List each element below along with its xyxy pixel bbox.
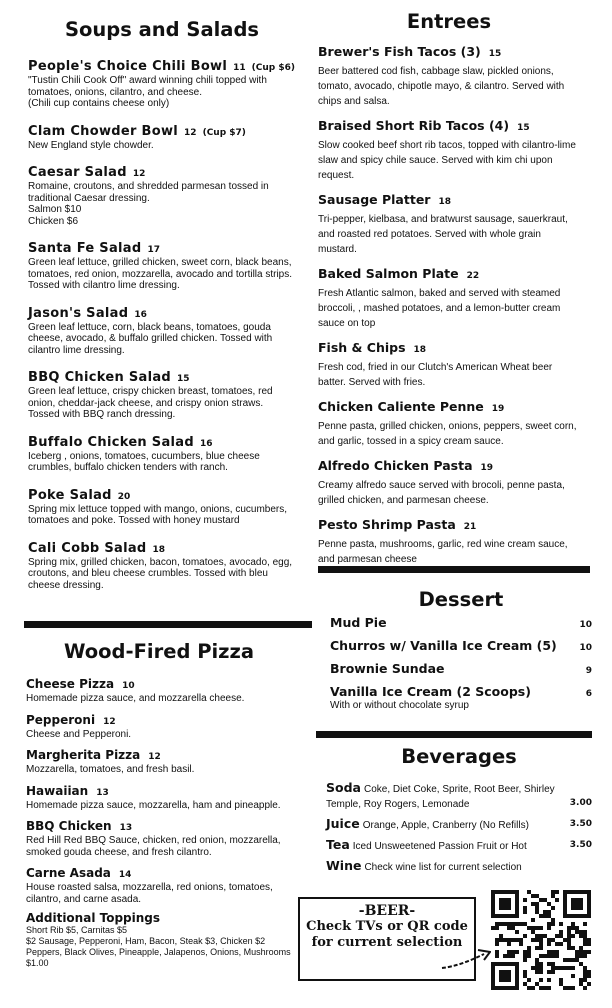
item-description: Coke, Diet Coke, Sprite, Root Beer, Shirley Temple, Roy Rogers, Lemonade [326,784,555,810]
beer-body: Check TVs or QR code for current selection [306,919,468,950]
item-header [318,457,580,475]
item-name: Alfredo Chicken Pasta [318,458,473,473]
beverages-title: Beverages [401,745,517,768]
item-header [28,163,296,181]
item-name: Pesto Shrimp Pasta [318,517,456,532]
entrees-section [318,10,580,575]
item-price: 18 [438,197,451,207]
item-description: Iced Unsweetened Passion Fruit or Hot [352,841,527,852]
menu-item [28,239,296,292]
item-name: Brewer's Fish Tacos (3) [318,44,481,59]
item-price: 6 [585,689,592,699]
item-name: Baked Salmon Plate [318,266,459,281]
item-name: Fish & Chips [318,340,406,355]
item-description: House roasted salsa, mozzarella, red onions, tomatoes, cilantro, and carne asada. [26,882,273,905]
item-price: 18 [413,345,427,355]
menu-item [318,191,580,257]
menu-item [28,368,296,421]
item-description: Fresh Atlantic salmon, baked and served with steamed broccoli, , mashed potatoes, and a lemon-butter cream sauce on top [318,288,561,329]
item-description: New England style chowder. [28,139,154,151]
item-price: 12 [132,169,146,179]
menu-item [26,746,292,776]
item-price: 14 [118,870,132,880]
divider-pizza [24,621,312,628]
item-description: Creamy alfredo sauce served with brocoli, penne pasta, grilled chicken, and parmesan cheese. [318,480,565,506]
menu-item [26,675,292,705]
item-name: Margherita Pizza [26,748,141,762]
item-price: 13 [119,823,133,833]
toppings-line: $2 Sausage, Pepperoni, Ham, Bacon, Steak $3, Chicken $2 Peppers, Black Olives, Pineapple, Jalapenos, Onions, Mushrooms $1.00 [26,936,291,968]
pizza-section [26,640,292,969]
item-price: 19 [480,463,494,473]
beer-title: -BEER- [358,903,416,919]
menu-item [26,782,292,812]
item-description: Spring mix, grilled chicken, bacon, tomatoes, avocado, egg, croutons, and bleu cheese crumbles. Tossed with bleu cheese dressing. [28,556,293,591]
item-name: BBQ Chicken Salad [28,370,172,385]
menu-item [26,711,292,741]
item-price: 11 [233,63,246,73]
menu-item [318,43,580,109]
item-price: 15 [517,123,530,133]
item-name: Juice [326,816,360,831]
item-name: Poke Salad [28,487,112,503]
item-description: Check wine list for current selection [364,862,522,873]
item-description: Fresh cod, fried in our Clutch's American Wheat beer batter. Served with fries. [318,362,553,388]
beverages-section [326,745,592,879]
item-name: Mud Pie [330,615,387,630]
item-description: Green leaf lettuce, grilled chicken, sweet corn, black beans, tomatoes, red onion, mozzarella, avocado and tortilla strips. Tossed with cilantro lime dressing. [28,257,293,291]
item-header [28,486,296,504]
item-description: Spring mix lettuce topped with mango, onions, cucumbers, tomatoes and poke. Tossed with honey mustard [28,503,288,526]
item-price: 20 [117,491,131,502]
menu-item [318,398,580,449]
qr-code-icon[interactable] [491,890,591,990]
item-price: 22 [466,271,480,281]
item-description: Red Hill Red BBQ Sauce, chicken, red onion, mozzarella, smoked gouda cheese, and fresh cilantro. [26,835,281,858]
menu-item [28,57,296,110]
menu-item [318,339,580,390]
item-price: 18 [152,544,166,555]
divider-dessert [318,566,590,573]
item-description: Penne pasta, grilled chicken, onions, peppers, sweet corn, and garlic, tossed in a spicy cream sauce. [318,421,577,447]
item-extra: Salmon $10 [28,204,82,215]
beverage-item [326,780,592,812]
item-price: 3.50 [569,840,592,850]
item-price: 3.50 [569,819,592,829]
beverage-item [326,837,592,854]
item-price: 10 [579,620,592,630]
item-header [28,433,296,451]
item-description: Slow cooked beef short rib tacos, topped with cilantro-lime slaw and spicy chile sauce. Served with kim chi upon request. [318,140,576,181]
item-name: Santa Fe Salad [28,241,142,256]
item-header [318,265,580,283]
additional-toppings [26,911,292,969]
item-header [318,516,580,534]
item-extra: (Chili cup contains cheese only) [28,98,170,109]
item-description: Homemade pizza sauce, and mozzarella cheese. [26,693,245,704]
item-header [28,122,296,140]
item-name: Brownie Sundae [330,661,445,676]
item-price: 10 [579,643,592,653]
menu-item [318,117,580,183]
item-header [26,711,292,729]
item-cup-price: (Cup $6) [251,63,295,73]
menu-item [28,163,296,227]
item-name: Churros w/ Vanilla Ice Cream (5) [330,638,557,653]
dessert-section [330,588,592,711]
beverage-item [326,816,592,833]
item-name: Sausage Platter [318,192,431,207]
item-cup-price: (Cup $7) [202,127,246,138]
item-name: Cheese Pizza [26,677,115,691]
item-header [318,117,580,135]
item-name: Jason's Salad [28,305,129,321]
item-name: Tea [326,837,350,852]
menu-item [28,304,296,357]
item-header [28,304,296,322]
item-description: "Tustin Chili Cook Off" award winning chili topped with tomatoes, onions, cilantro, and cheese. [28,75,267,98]
menu-item [318,457,580,508]
item-header [28,57,296,75]
item-description: Green leaf lettuce, crispy chicken breast, tomatoes, red onion, cheddar-jack cheese, and crispy onion straws. Tossed with BBQ ranch dressing. [28,386,273,420]
item-extra: Chicken $6 [28,215,79,227]
item-description: Tri-pepper, kielbasa, and bratwurst sausage, sauerkraut, and roasted red potatoes. Served with whole grain mustard. [318,214,568,255]
item-description: Romaine, croutons, and shredded parmesan tossed in traditional Caesar dressing. [28,181,269,204]
soups-salads-title: Soups and Salads [64,18,260,41]
item-name: People's Choice Chili Bowl [28,59,228,74]
menu-item [28,433,296,474]
item-name: Cali Cobb Salad [28,540,147,556]
dessert-item [330,661,592,676]
toppings-title: Additional Toppings [26,911,161,925]
item-price: 19 [491,404,505,414]
menu-item [28,539,296,592]
menu-item [26,817,292,858]
dessert-item [330,638,592,653]
item-price: 13 [96,787,109,798]
entrees-title: Entrees [406,10,492,33]
menu-item [318,516,580,567]
dessert-note: With or without chocolate syrup [330,700,469,711]
toppings-line: Short Rib $5, Carnitas $5 [26,925,128,935]
item-description: Beer battered cod fish, cabbage slaw, pickled onions, tomato, avocado, chipotle mayo, & cilantro. Served with chips and salsa. [318,66,565,107]
item-header [318,398,580,416]
menu-item [26,864,292,905]
item-price: 21 [463,522,477,532]
item-name: Chicken Caliente Penne [318,399,484,414]
item-header [26,746,292,764]
item-price: 10 [122,681,135,691]
item-header [318,339,580,357]
item-name: Carne Asada [26,866,111,880]
item-description: Green leaf lettuce, corn, black beans, tomatoes, gouda cheese, avocado, & buffalo grilled chicken. Tossed with cilantro lime dressing. [28,321,273,356]
item-header [28,239,296,257]
item-header [28,368,296,386]
item-price: 15 [177,374,190,384]
item-description: Iceberg , onions, tomatoes, cucumbers, blue cheese crumbles, buffalo chicken tenders with ranch. [28,450,260,473]
item-name: Clam Chowder Bowl [28,123,179,139]
item-name: Buffalo Chicken Salad [28,434,194,450]
item-description: Cheese and Pepperoni. [26,728,132,740]
item-header [26,675,292,693]
item-price: 3.00 [569,798,592,808]
beverage-item [326,858,592,875]
item-price: 17 [147,245,160,255]
item-price: 16 [199,438,213,449]
item-name: Hawaiian [26,783,89,798]
item-name: BBQ Chicken [26,819,112,833]
dessert-item [330,615,592,630]
item-description: Mozzarella, tomatoes, and fresh basil. [26,764,195,775]
divider-beverages [316,731,592,738]
arrow-icon [440,944,496,970]
item-price: 12 [103,716,116,727]
item-price: 16 [134,309,147,320]
item-price: 12 [184,127,197,138]
item-header [26,817,292,835]
pizza-title: Wood-Fired Pizza [63,640,255,663]
item-header [26,782,292,800]
item-name: Braised Short Rib Tacos (4) [318,118,510,133]
menu-item [318,265,580,331]
item-header [26,864,292,882]
item-price: 15 [488,49,502,59]
item-price: 9 [585,666,592,676]
item-name: Pepperoni [26,712,96,727]
item-description: Homemade pizza sauce, mozzarella, ham and pineapple. [26,799,281,811]
item-description: Penne pasta, mushrooms, garlic, red wine cream sauce, and parmesan cheese [318,539,568,565]
item-name: Soda [326,780,361,795]
item-name: Caesar Salad [28,165,127,180]
item-header [318,191,580,209]
item-description: Orange, Apple, Cranberry (No Refills) [362,820,529,831]
item-name: Wine [326,858,362,873]
item-header [28,539,296,557]
soups-salads-section [28,18,296,603]
dessert-item [330,684,592,699]
item-name: Vanilla Ice Cream (2 Scoops) [330,684,531,699]
dessert-title: Dessert [418,588,504,611]
menu-item [28,122,296,152]
item-price: 12 [148,752,161,762]
menu-item [28,486,296,527]
item-header [318,43,580,61]
